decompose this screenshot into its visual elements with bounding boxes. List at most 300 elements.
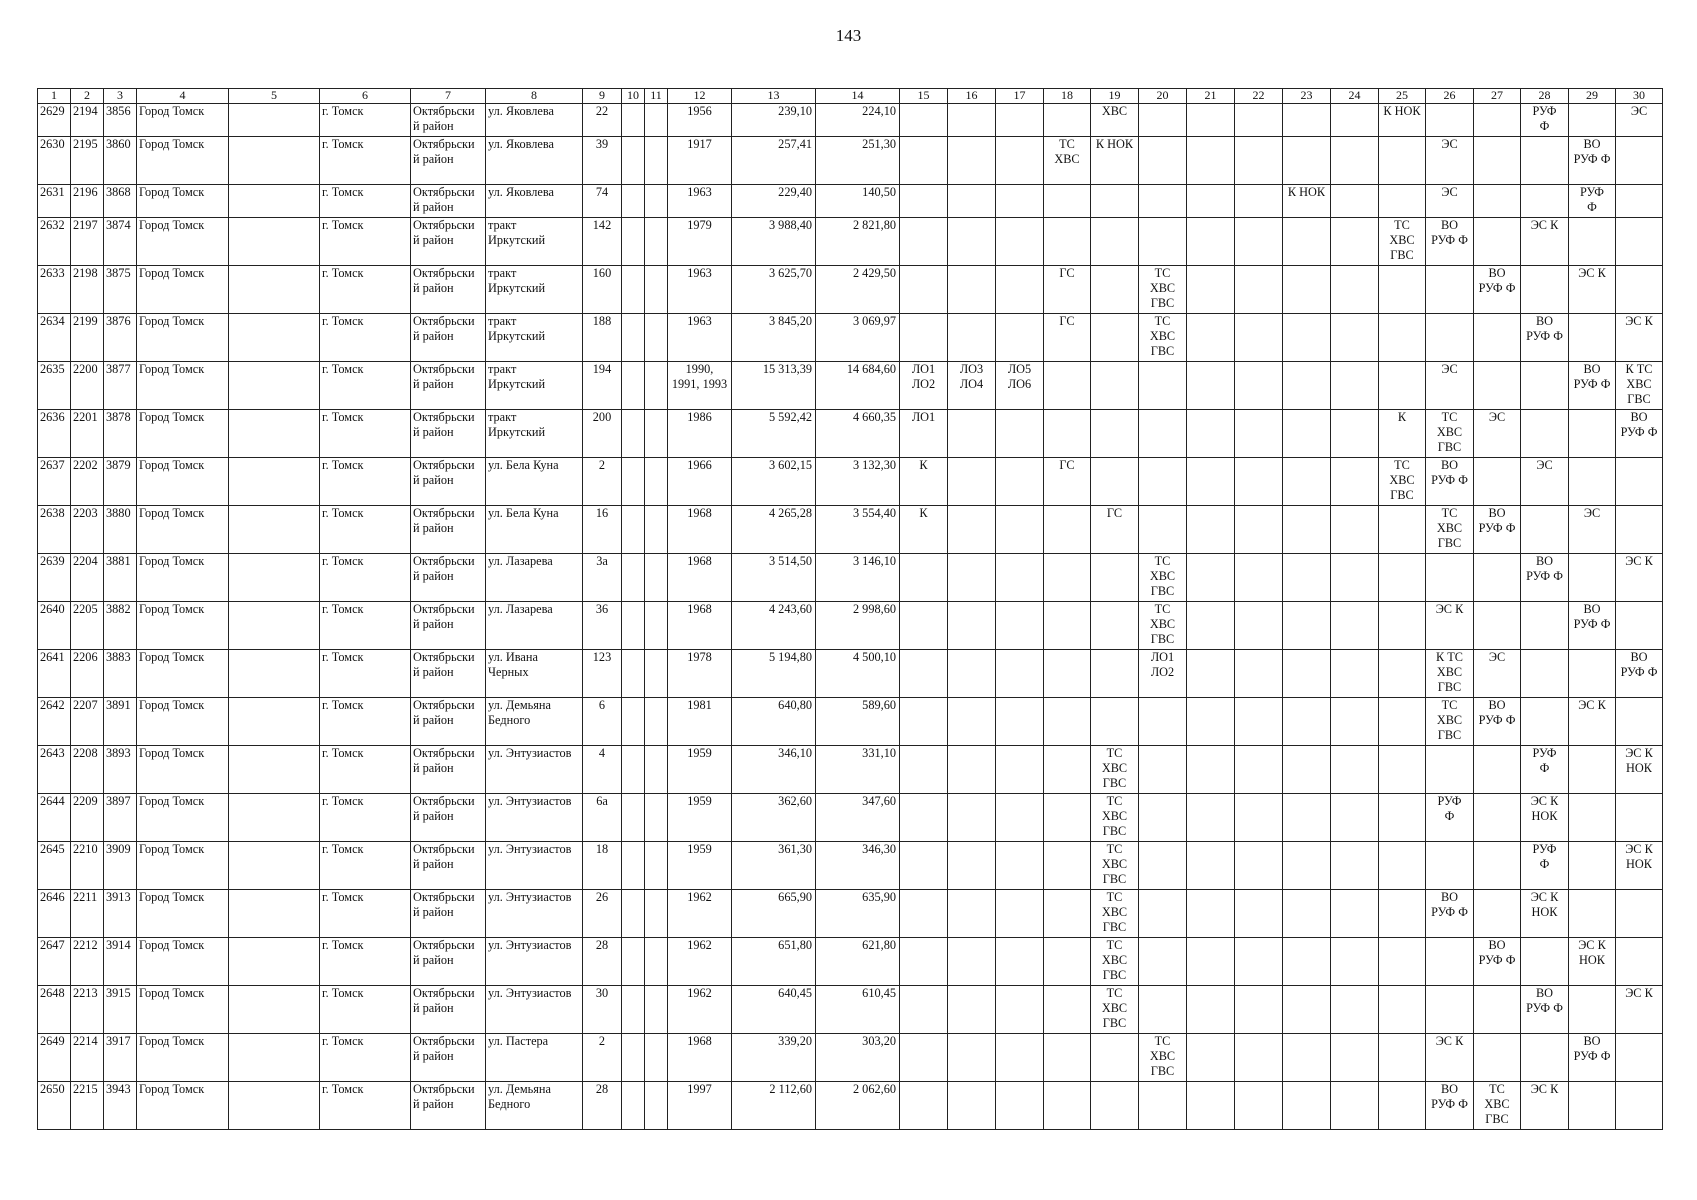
cell-col-4: Город Томск — [137, 890, 229, 938]
cell-col-7: Октябрьски й район — [411, 890, 486, 938]
cell-col-13: 5 592,42 — [732, 410, 816, 458]
cell-col-2: 2206 — [71, 650, 104, 698]
cell-col-27 — [1474, 362, 1521, 410]
cell-col-11 — [645, 410, 668, 458]
cell-col-19 — [1091, 650, 1139, 698]
cell-col-13: 239,10 — [732, 104, 816, 137]
cell-col-15: К — [900, 506, 948, 554]
cell-col-15 — [900, 1034, 948, 1082]
cell-col-7: Октябрьски й район — [411, 1082, 486, 1130]
cell-col-26: ЭС К — [1426, 1034, 1474, 1082]
table-row — [38, 185, 1663, 218]
cell-col-19 — [1091, 554, 1139, 602]
cell-col-8: ул. Бела Куна — [486, 458, 583, 506]
cell-col-28 — [1521, 266, 1569, 314]
cell-col-26: ТС ХВС ГВС — [1426, 698, 1474, 746]
cell-col-18 — [1044, 842, 1091, 890]
cell-col-25: ТС ХВС ГВС — [1379, 458, 1426, 506]
cell-col-25 — [1379, 986, 1426, 1034]
cell-col-25 — [1379, 650, 1426, 698]
cell-col-8: ул. Энтузиастов — [486, 890, 583, 938]
cell-col-27 — [1474, 602, 1521, 650]
cell-col-11 — [645, 650, 668, 698]
cell-col-4: Город Томск — [137, 218, 229, 266]
cell-col-2: 2203 — [71, 506, 104, 554]
cell-col-28 — [1521, 137, 1569, 185]
cell-col-29 — [1569, 746, 1616, 794]
cell-col-2: 2207 — [71, 698, 104, 746]
table-row — [38, 938, 1663, 986]
cell-col-18 — [1044, 506, 1091, 554]
cell-col-29 — [1569, 986, 1616, 1034]
cell-col-20 — [1139, 938, 1187, 986]
cell-col-18 — [1044, 410, 1091, 458]
cell-col-21 — [1187, 602, 1235, 650]
cell-col-18 — [1044, 698, 1091, 746]
cell-col-19 — [1091, 314, 1139, 362]
cell-col-15 — [900, 137, 948, 185]
cell-col-17 — [996, 602, 1044, 650]
cell-col-25: К — [1379, 410, 1426, 458]
table-row — [38, 746, 1663, 794]
cell-col-10 — [622, 218, 645, 266]
cell-col-23 — [1283, 794, 1331, 842]
cell-col-18 — [1044, 1034, 1091, 1082]
table-row — [38, 137, 1663, 185]
cell-col-24 — [1331, 938, 1379, 986]
cell-col-6: г. Томск — [320, 362, 411, 410]
column-number-header: 23 — [1283, 89, 1331, 104]
cell-col-13: 339,20 — [732, 1034, 816, 1082]
cell-col-21 — [1187, 314, 1235, 362]
table-row — [38, 602, 1663, 650]
cell-col-30: ЭС К — [1616, 554, 1663, 602]
cell-col-18: ГС — [1044, 458, 1091, 506]
cell-col-27: ВО РУФ Ф — [1474, 506, 1521, 554]
cell-col-21 — [1187, 698, 1235, 746]
cell-col-28 — [1521, 650, 1569, 698]
cell-col-9: 30 — [583, 986, 622, 1034]
cell-col-26: ЭС — [1426, 137, 1474, 185]
cell-col-20: ТС ХВС ГВС — [1139, 554, 1187, 602]
cell-col-20 — [1139, 410, 1187, 458]
cell-col-29: ВО РУФ Ф — [1569, 602, 1616, 650]
cell-col-6: г. Томск — [320, 218, 411, 266]
cell-col-5 — [229, 746, 320, 794]
cell-col-3: 3860 — [104, 137, 137, 185]
cell-col-5 — [229, 458, 320, 506]
cell-col-19: ТС ХВС ГВС — [1091, 938, 1139, 986]
cell-col-19: ТС ХВС ГВС — [1091, 746, 1139, 794]
cell-col-11 — [645, 458, 668, 506]
cell-col-11 — [645, 362, 668, 410]
cell-col-7: Октябрьски й район — [411, 602, 486, 650]
table-row — [38, 890, 1663, 938]
cell-col-4: Город Томск — [137, 1082, 229, 1130]
cell-col-9: 28 — [583, 1082, 622, 1130]
cell-col-16 — [948, 218, 996, 266]
cell-col-19: ТС ХВС ГВС — [1091, 986, 1139, 1034]
cell-col-13: 3 625,70 — [732, 266, 816, 314]
cell-col-18 — [1044, 746, 1091, 794]
cell-col-28: ЭС К — [1521, 218, 1569, 266]
cell-col-23 — [1283, 137, 1331, 185]
cell-col-7: Октябрьски й район — [411, 794, 486, 842]
cell-col-20 — [1139, 458, 1187, 506]
cell-col-4: Город Томск — [137, 104, 229, 137]
cell-col-18 — [1044, 362, 1091, 410]
cell-col-24 — [1331, 362, 1379, 410]
cell-col-25 — [1379, 137, 1426, 185]
cell-col-1: 2644 — [38, 794, 71, 842]
cell-col-22 — [1235, 1082, 1283, 1130]
cell-col-5 — [229, 410, 320, 458]
cell-col-18 — [1044, 938, 1091, 986]
cell-col-29: РУФ Ф — [1569, 185, 1616, 218]
cell-col-7: Октябрьски й район — [411, 314, 486, 362]
cell-col-1: 2648 — [38, 986, 71, 1034]
cell-col-20 — [1139, 185, 1187, 218]
cell-col-13: 15 313,39 — [732, 362, 816, 410]
cell-col-21 — [1187, 362, 1235, 410]
cell-col-23 — [1283, 602, 1331, 650]
column-number-header: 15 — [900, 89, 948, 104]
cell-col-12: 1959 — [668, 842, 732, 890]
cell-col-25 — [1379, 362, 1426, 410]
cell-col-8: тракт Иркутский — [486, 314, 583, 362]
cell-col-20 — [1139, 890, 1187, 938]
table-row — [38, 554, 1663, 602]
cell-col-22 — [1235, 218, 1283, 266]
cell-col-14: 347,60 — [816, 794, 900, 842]
cell-col-22 — [1235, 458, 1283, 506]
cell-col-14: 589,60 — [816, 698, 900, 746]
column-number-header: 10 — [622, 89, 645, 104]
cell-col-23 — [1283, 1034, 1331, 1082]
cell-col-17 — [996, 842, 1044, 890]
cell-col-15: ЛО1 ЛО2 — [900, 362, 948, 410]
cell-col-4: Город Томск — [137, 185, 229, 218]
cell-col-13: 640,45 — [732, 986, 816, 1034]
cell-col-16 — [948, 602, 996, 650]
column-number-header: 24 — [1331, 89, 1379, 104]
cell-col-4: Город Томск — [137, 842, 229, 890]
cell-col-13: 4 243,60 — [732, 602, 816, 650]
table-row — [38, 218, 1663, 266]
cell-col-2: 2210 — [71, 842, 104, 890]
cell-col-17 — [996, 137, 1044, 185]
cell-col-23 — [1283, 746, 1331, 794]
cell-col-13: 362,60 — [732, 794, 816, 842]
cell-col-26: ВО РУФ Ф — [1426, 458, 1474, 506]
cell-col-27: ТС ХВС ГВС — [1474, 1082, 1521, 1130]
cell-col-30: ЭС К НОК — [1616, 746, 1663, 794]
cell-col-6: г. Томск — [320, 986, 411, 1034]
cell-col-13: 3 514,50 — [732, 554, 816, 602]
cell-col-19: ТС ХВС ГВС — [1091, 794, 1139, 842]
cell-col-26 — [1426, 314, 1474, 362]
cell-col-19 — [1091, 602, 1139, 650]
cell-col-18 — [1044, 794, 1091, 842]
cell-col-12: 1959 — [668, 746, 732, 794]
cell-col-15 — [900, 554, 948, 602]
cell-col-20: ТС ХВС ГВС — [1139, 1034, 1187, 1082]
cell-col-10 — [622, 458, 645, 506]
cell-col-24 — [1331, 794, 1379, 842]
cell-col-29: ЭС К — [1569, 698, 1616, 746]
cell-col-22 — [1235, 104, 1283, 137]
cell-col-1: 2632 — [38, 218, 71, 266]
cell-col-1: 2643 — [38, 746, 71, 794]
cell-col-11 — [645, 602, 668, 650]
cell-col-29: ВО РУФ Ф — [1569, 137, 1616, 185]
cell-col-22 — [1235, 698, 1283, 746]
cell-col-9: 2 — [583, 458, 622, 506]
cell-col-15 — [900, 185, 948, 218]
cell-col-28: ЭС К — [1521, 1082, 1569, 1130]
cell-col-11 — [645, 185, 668, 218]
cell-col-8: ул. Яковлева — [486, 137, 583, 185]
cell-col-8: ул. Яковлева — [486, 104, 583, 137]
cell-col-28 — [1521, 185, 1569, 218]
cell-col-2: 2202 — [71, 458, 104, 506]
cell-col-16 — [948, 698, 996, 746]
cell-col-19: К НОК — [1091, 137, 1139, 185]
cell-col-16 — [948, 410, 996, 458]
cell-col-21 — [1187, 1082, 1235, 1130]
cell-col-17 — [996, 698, 1044, 746]
cell-col-5 — [229, 506, 320, 554]
cell-col-19 — [1091, 1082, 1139, 1130]
cell-col-6: г. Томск — [320, 650, 411, 698]
column-number-header: 8 — [486, 89, 583, 104]
cell-col-2: 2201 — [71, 410, 104, 458]
cell-col-19: ГС — [1091, 506, 1139, 554]
cell-col-16 — [948, 890, 996, 938]
cell-col-14: 224,10 — [816, 104, 900, 137]
cell-col-9: 4 — [583, 746, 622, 794]
cell-col-22 — [1235, 554, 1283, 602]
cell-col-7: Октябрьски й район — [411, 218, 486, 266]
cell-col-29 — [1569, 104, 1616, 137]
cell-col-27: ВО РУФ Ф — [1474, 698, 1521, 746]
cell-col-28 — [1521, 410, 1569, 458]
cell-col-18: ГС — [1044, 314, 1091, 362]
cell-col-4: Город Томск — [137, 938, 229, 986]
cell-col-4: Город Томск — [137, 458, 229, 506]
cell-col-3: 3880 — [104, 506, 137, 554]
cell-col-26 — [1426, 938, 1474, 986]
cell-col-10 — [622, 266, 645, 314]
cell-col-15 — [900, 938, 948, 986]
cell-col-4: Город Томск — [137, 650, 229, 698]
column-number-header: 25 — [1379, 89, 1426, 104]
cell-col-10 — [622, 410, 645, 458]
cell-col-12: 1986 — [668, 410, 732, 458]
cell-col-2: 2199 — [71, 314, 104, 362]
cell-col-27 — [1474, 1034, 1521, 1082]
cell-col-26 — [1426, 266, 1474, 314]
column-number-header: 13 — [732, 89, 816, 104]
cell-col-28: РУФ Ф — [1521, 746, 1569, 794]
cell-col-29 — [1569, 218, 1616, 266]
cell-col-2: 2194 — [71, 104, 104, 137]
table-row — [38, 1034, 1663, 1082]
cell-col-2: 2196 — [71, 185, 104, 218]
cell-col-7: Октябрьски й район — [411, 362, 486, 410]
cell-col-19 — [1091, 185, 1139, 218]
cell-col-2: 2208 — [71, 746, 104, 794]
cell-col-1: 2642 — [38, 698, 71, 746]
cell-col-24 — [1331, 266, 1379, 314]
cell-col-22 — [1235, 362, 1283, 410]
cell-col-22 — [1235, 185, 1283, 218]
cell-col-1: 2649 — [38, 1034, 71, 1082]
cell-col-15 — [900, 104, 948, 137]
cell-col-2: 2213 — [71, 986, 104, 1034]
cell-col-15 — [900, 890, 948, 938]
cell-col-16 — [948, 746, 996, 794]
cell-col-6: г. Томск — [320, 314, 411, 362]
cell-col-28: ВО РУФ Ф — [1521, 314, 1569, 362]
cell-col-13: 640,80 — [732, 698, 816, 746]
cell-col-16 — [948, 314, 996, 362]
cell-col-5 — [229, 986, 320, 1034]
column-number-header: 27 — [1474, 89, 1521, 104]
cell-col-28 — [1521, 362, 1569, 410]
cell-col-17 — [996, 794, 1044, 842]
cell-col-7: Октябрьски й район — [411, 104, 486, 137]
column-number-header: 17 — [996, 89, 1044, 104]
cell-col-1: 2634 — [38, 314, 71, 362]
table-row — [38, 506, 1663, 554]
cell-col-1: 2637 — [38, 458, 71, 506]
cell-col-22 — [1235, 890, 1283, 938]
cell-col-4: Город Томск — [137, 314, 229, 362]
cell-col-5 — [229, 890, 320, 938]
cell-col-8: тракт Иркутский — [486, 218, 583, 266]
cell-col-20 — [1139, 842, 1187, 890]
cell-col-8: ул. Энтузиастов — [486, 842, 583, 890]
cell-col-12: 1962 — [668, 938, 732, 986]
cell-col-11 — [645, 266, 668, 314]
cell-col-3: 3917 — [104, 1034, 137, 1082]
cell-col-14: 251,30 — [816, 137, 900, 185]
cell-col-2: 2214 — [71, 1034, 104, 1082]
cell-col-18 — [1044, 104, 1091, 137]
cell-col-12: 1963 — [668, 185, 732, 218]
cell-col-27 — [1474, 137, 1521, 185]
cell-col-12: 1917 — [668, 137, 732, 185]
cell-col-21 — [1187, 842, 1235, 890]
cell-col-21 — [1187, 137, 1235, 185]
cell-col-20: ТС ХВС ГВС — [1139, 314, 1187, 362]
cell-col-15 — [900, 650, 948, 698]
cell-col-24 — [1331, 890, 1379, 938]
cell-col-28 — [1521, 506, 1569, 554]
cell-col-13: 665,90 — [732, 890, 816, 938]
cell-col-12: 1963 — [668, 314, 732, 362]
cell-col-4: Город Томск — [137, 506, 229, 554]
cell-col-3: 3868 — [104, 185, 137, 218]
cell-col-23 — [1283, 314, 1331, 362]
cell-col-21 — [1187, 794, 1235, 842]
cell-col-23 — [1283, 104, 1331, 137]
cell-col-27 — [1474, 746, 1521, 794]
column-number-header: 6 — [320, 89, 411, 104]
cell-col-15 — [900, 794, 948, 842]
cell-col-29: ЭС К — [1569, 266, 1616, 314]
cell-col-27 — [1474, 890, 1521, 938]
cell-col-22 — [1235, 410, 1283, 458]
cell-col-19 — [1091, 218, 1139, 266]
cell-col-3: 3881 — [104, 554, 137, 602]
cell-col-10 — [622, 842, 645, 890]
cell-col-25 — [1379, 266, 1426, 314]
cell-col-12: 1959 — [668, 794, 732, 842]
cell-col-9: 200 — [583, 410, 622, 458]
cell-col-7: Октябрьски й район — [411, 458, 486, 506]
cell-col-21 — [1187, 938, 1235, 986]
cell-col-17 — [996, 458, 1044, 506]
cell-col-29 — [1569, 410, 1616, 458]
cell-col-10 — [622, 104, 645, 137]
cell-col-4: Город Томск — [137, 602, 229, 650]
cell-col-3: 3882 — [104, 602, 137, 650]
cell-col-14: 2 821,80 — [816, 218, 900, 266]
cell-col-17 — [996, 650, 1044, 698]
cell-col-29 — [1569, 458, 1616, 506]
cell-col-13: 5 194,80 — [732, 650, 816, 698]
cell-col-20 — [1139, 746, 1187, 794]
cell-col-28: ВО РУФ Ф — [1521, 986, 1569, 1034]
cell-col-14: 4 500,10 — [816, 650, 900, 698]
column-number-header: 11 — [645, 89, 668, 104]
cell-col-27 — [1474, 794, 1521, 842]
cell-col-8: тракт Иркутский — [486, 362, 583, 410]
cell-col-3: 3913 — [104, 890, 137, 938]
cell-col-13: 651,80 — [732, 938, 816, 986]
cell-col-23 — [1283, 842, 1331, 890]
cell-col-11 — [645, 554, 668, 602]
cell-col-3: 3891 — [104, 698, 137, 746]
cell-col-12: 1990, 1991, 1993 — [668, 362, 732, 410]
cell-col-6: г. Томск — [320, 1082, 411, 1130]
cell-col-10 — [622, 554, 645, 602]
cell-col-30 — [1616, 185, 1663, 218]
cell-col-4: Город Томск — [137, 266, 229, 314]
cell-col-24 — [1331, 137, 1379, 185]
cell-col-16 — [948, 104, 996, 137]
cell-col-17 — [996, 986, 1044, 1034]
cell-col-2: 2200 — [71, 362, 104, 410]
cell-col-26: РУФ Ф — [1426, 794, 1474, 842]
cell-col-13: 3 988,40 — [732, 218, 816, 266]
cell-col-1: 2641 — [38, 650, 71, 698]
cell-col-16 — [948, 185, 996, 218]
cell-col-5 — [229, 1034, 320, 1082]
column-number-header: 30 — [1616, 89, 1663, 104]
cell-col-4: Город Томск — [137, 698, 229, 746]
cell-col-9: 188 — [583, 314, 622, 362]
cell-col-10 — [622, 506, 645, 554]
cell-col-29 — [1569, 554, 1616, 602]
cell-col-29 — [1569, 650, 1616, 698]
cell-col-9: 142 — [583, 218, 622, 266]
cell-col-4: Город Томск — [137, 554, 229, 602]
cell-col-2: 2198 — [71, 266, 104, 314]
cell-col-21 — [1187, 266, 1235, 314]
